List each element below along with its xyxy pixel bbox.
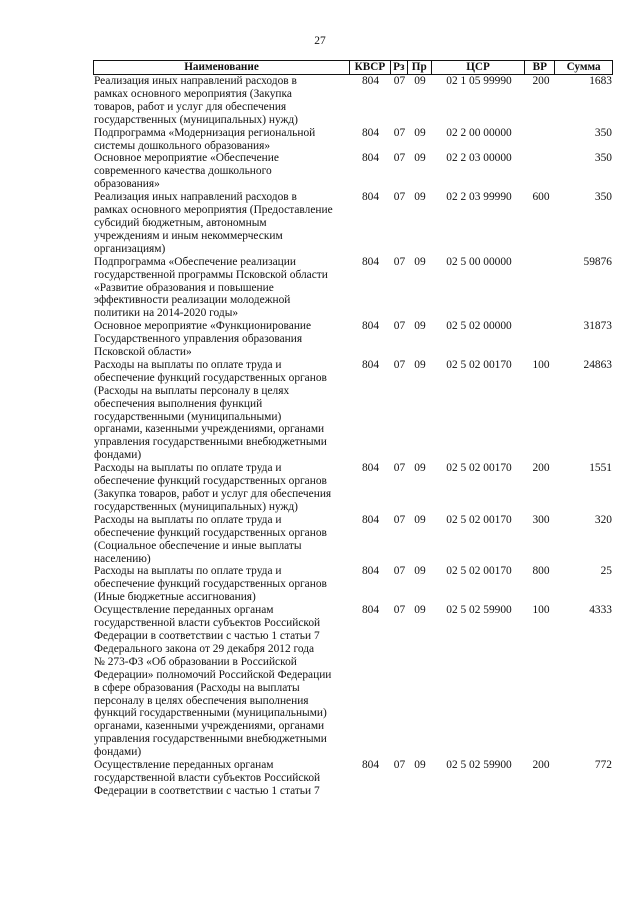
- kvsr-cell: 804: [361, 462, 380, 475]
- vr-cell: [526, 152, 556, 191]
- kvsr-cell: 804: [361, 75, 380, 87]
- header-pr: Пр: [408, 61, 432, 74]
- table-body: [93, 75, 613, 798]
- header-vr: ВР: [525, 61, 555, 74]
- header-sum: Сумма: [566, 61, 601, 73]
- csr-cell: 02 2 03 99990: [446, 191, 512, 204]
- vr-cell: 200: [532, 462, 550, 475]
- name-cell: Реализация иных направлений расходов в рамках основного мероприятия (Предоставление субсидий бюджетным, автономным учреждениям и иным некоммерческим организациям): [94, 191, 333, 255]
- csr-cell: 02 5 02 00170: [446, 513, 512, 526]
- sum-cell: 350: [594, 126, 612, 139]
- sum-cell: 772: [594, 759, 612, 772]
- pr-cell: 09: [414, 513, 426, 526]
- table-row: [93, 152, 613, 191]
- pr-cell: 09: [414, 75, 426, 87]
- vr-cell: 800: [532, 565, 550, 578]
- name-cell: Расходы на выплаты по оплате труда и обеспечение функций государственных органов (Иные бюджетные ассигнования): [94, 565, 327, 604]
- vr-cell: 300: [532, 513, 550, 526]
- pr-cell: 09: [414, 565, 426, 578]
- pr-cell: 09: [414, 152, 426, 165]
- csr-cell: 02 2 03 00000: [446, 152, 512, 165]
- budget-table: [93, 60, 613, 798]
- name-cell: Реализация иных направлений расходов в рамках основного мероприятия (Закупка товаров, работ и услуг для обеспечения государственных (муниципальных) нужд): [94, 75, 298, 126]
- sum-cell: 350: [594, 152, 612, 165]
- kvsr-cell: 804: [361, 152, 380, 165]
- table-row: [93, 127, 613, 153]
- name-cell: Расходы на выплаты по оплате труда и обеспечение функций государственных органов (Расходы на выплаты персоналу в целях обеспечения выполнения функций государственными (муниципальными) органами, казенными учреждениями, органами управления государственными внебюджетными фондами): [94, 358, 327, 462]
- name-cell: Осуществление переданных органам государственной власти субъектов Российской Федерации в соответствии с частью 1 статьи 7 Федерального закона от 29 декабря 2012 года № 273-ФЗ «Об образовании в Российской Федерации» полномочий Российской Федерации в сфере образования (Расходы на выплаты персоналу в целях обеспечения выполнения функций государственными (муниципальными) органами, казенными учреждениями, органами управления государственными внебюджетными фондами): [94, 604, 332, 759]
- table-row: [93, 359, 613, 462]
- rz-cell: 07: [393, 126, 406, 139]
- table-header: [93, 60, 613, 75]
- sum-cell: 350: [594, 191, 612, 204]
- name-cell: Осуществление переданных органам государственной власти субъектов Российской Федерации в соответствии с частью 1 статьи 7: [94, 759, 321, 797]
- name-cell: Расходы на выплаты по оплате труда и обеспечение функций государственных органов (Социальное обеспечение и иные выплаты населению): [94, 513, 327, 565]
- vr-cell: [526, 127, 556, 153]
- table-row: [93, 75, 613, 127]
- csr-cell: 02 1 05 99990: [446, 75, 512, 87]
- rz-cell: 07: [393, 255, 406, 268]
- rz-cell: 07: [393, 358, 406, 371]
- csr-cell: 02 5 02 00170: [446, 462, 512, 475]
- kvsr-cell: 804: [361, 759, 380, 772]
- pr-cell: 09: [414, 320, 426, 333]
- table-row: [93, 565, 613, 604]
- header-kvsr: КВСР: [350, 61, 391, 74]
- name-cell: Основное мероприятие «Обеспечение современного качества дошкольного образования»: [94, 152, 279, 191]
- rz-cell: 07: [393, 462, 406, 475]
- rz-cell: 07: [393, 152, 406, 165]
- page-number: 27: [314, 35, 326, 47]
- vr-cell: 100: [532, 604, 550, 617]
- pr-cell: 09: [414, 255, 426, 268]
- kvsr-cell: 804: [361, 604, 380, 617]
- rz-cell: 07: [393, 513, 406, 526]
- sum-cell: 31873: [583, 320, 612, 333]
- name-cell: Подпрограмма «Обеспечение реализации государственной программы Псковской области «Развитие образования и повышение эффективности реализации молодежной политики на 2014-2020 годы»: [94, 255, 328, 320]
- pr-cell: 09: [414, 191, 426, 204]
- header-csr: ЦСР: [432, 61, 526, 74]
- name-cell: Расходы на выплаты по оплате труда и обеспечение функций государственных органов (Закупка товаров, работ и услуг для обеспечения государственных (муниципальных) нужд): [94, 462, 332, 513]
- rz-cell: 07: [393, 191, 406, 204]
- csr-cell: 02 5 02 00170: [446, 358, 512, 371]
- sum-cell: 59876: [583, 255, 612, 268]
- header-rz: Рз: [391, 61, 408, 74]
- rz-cell: 07: [393, 565, 406, 578]
- csr-cell: 02 5 02 00170: [446, 565, 512, 578]
- kvsr-cell: 804: [361, 255, 380, 268]
- sum-cell: 1683: [589, 75, 612, 87]
- pr-cell: 09: [414, 759, 426, 772]
- vr-cell: [526, 256, 556, 321]
- table-row: [93, 759, 613, 798]
- vr-cell: 600: [532, 191, 550, 204]
- pr-cell: 09: [414, 126, 426, 139]
- table-row: [93, 256, 613, 321]
- kvsr-cell: 804: [361, 513, 380, 526]
- sum-cell: 25: [600, 565, 612, 578]
- vr-cell: 100: [532, 358, 550, 371]
- kvsr-cell: 804: [361, 358, 380, 371]
- kvsr-cell: 804: [361, 191, 380, 204]
- rz-cell: 07: [393, 320, 406, 333]
- vr-cell: 200: [532, 759, 550, 772]
- vr-cell: [526, 320, 556, 359]
- name-cell: Подпрограмма «Модернизация региональной системы дошкольного образования»: [94, 126, 316, 152]
- csr-cell: 02 5 00 00000: [446, 255, 512, 268]
- pr-cell: 09: [414, 358, 426, 371]
- vr-cell: 200: [532, 75, 550, 87]
- table-row: [93, 462, 613, 514]
- header-name: Наименование: [94, 61, 350, 74]
- sum-cell: 320: [594, 513, 612, 526]
- csr-cell: 02 5 02 59900: [446, 604, 512, 617]
- rz-cell: 07: [393, 75, 406, 87]
- table-row: [93, 191, 613, 256]
- sum-cell: 24863: [583, 358, 612, 371]
- rz-cell: 07: [393, 604, 406, 617]
- table-row: [93, 604, 613, 759]
- pr-cell: 09: [414, 604, 426, 617]
- csr-cell: 02 5 02 59900: [446, 759, 512, 772]
- kvsr-cell: 804: [361, 320, 380, 333]
- table-row: [93, 320, 613, 359]
- csr-cell: 02 5 02 00000: [446, 320, 512, 333]
- pr-cell: 09: [414, 462, 426, 475]
- table-row: [93, 514, 613, 566]
- csr-cell: 02 2 00 00000: [446, 126, 512, 139]
- kvsr-cell: 804: [361, 565, 380, 578]
- rz-cell: 07: [393, 759, 406, 772]
- name-cell: Основное мероприятие «Функционирование Государственного управления образования Псковской области»: [94, 320, 312, 359]
- sum-cell: 1551: [589, 462, 612, 475]
- kvsr-cell: 804: [361, 126, 380, 139]
- sum-cell: 4333: [589, 604, 612, 617]
